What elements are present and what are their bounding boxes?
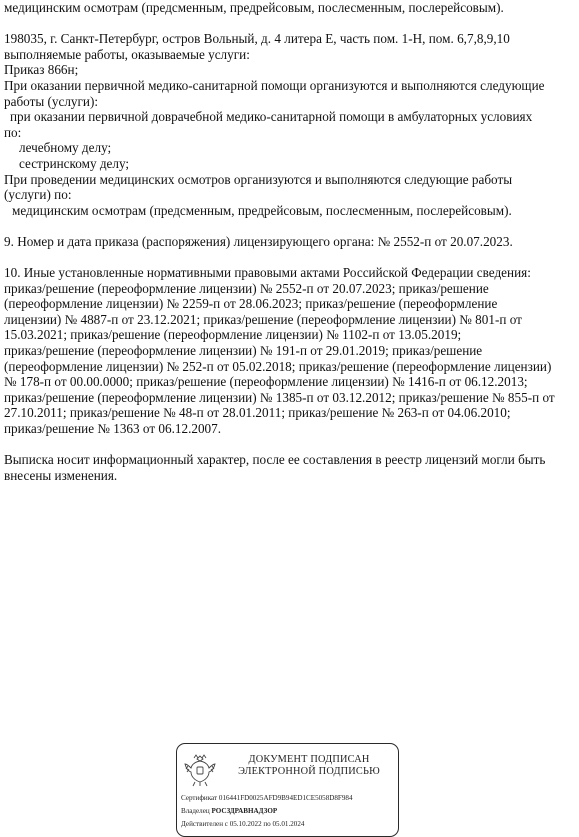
text-line: 27.10.2011; приказ/решение № 48-п от 28.01.2011; приказ/решение № 263-п от 04.06.2010; xyxy=(4,405,511,421)
text-line: № 178-п от 00.00.0000; приказ/решение (переоформление лицензии) № 1416-п от 06.12.2013; xyxy=(4,374,528,390)
text-line: При проведении медицинских осмотров организуются и выполняются следующие работы xyxy=(4,171,513,187)
text-line: приказ/решение (переоформление лицензии) № 1385-п от 03.12.2012; приказ/решение № 855-п от xyxy=(4,389,555,405)
disclaimer-line: внесены изменения. xyxy=(4,467,118,483)
text-line: работы (услуги): xyxy=(4,93,99,109)
owner-line xyxy=(181,807,277,815)
text-line: приказ/решение (переоформление лицензии) № 2552-п от 20.07.2023; приказ/решение xyxy=(4,280,489,296)
owner-value: РОСЗДРАВНАДЗОР xyxy=(211,807,278,815)
section-10-heading: 10. Иные установленные нормативными правовыми актами Российской Федерации сведения: xyxy=(4,265,531,281)
text-line: выполняемые работы, оказываемые услуги: xyxy=(4,46,250,62)
text-line: приказ/решение (переоформление лицензии) № 191-п от 29.01.2019; приказ/решение xyxy=(4,343,483,359)
list-item: сестринскому делу; xyxy=(19,155,130,171)
blank-line xyxy=(4,218,570,234)
owner-label: Владелец xyxy=(181,807,210,815)
blank-line xyxy=(4,250,570,266)
text-line: Приказ 866н; xyxy=(4,62,79,78)
document-page xyxy=(4,0,570,483)
address-line: 198035, г. Санкт-Петербург, остров Вольный, д. 4 литера Е, часть пом. 1-Н, пом. 6,7,8,9,10 xyxy=(4,31,510,47)
blank-line xyxy=(4,16,570,32)
text-line: (услуги) по: xyxy=(4,187,72,203)
certificate-line xyxy=(181,794,353,802)
text-line: при оказании первичной доврачебной медико-санитарной помощи в амбулаторных условиях xyxy=(10,109,533,125)
stamp-title-line2: ЭЛЕКТРОННОЙ ПОДПИСЬЮ xyxy=(238,766,380,777)
section-9-line: 9. Номер и дата приказа (распоряжения) лицензирующего органа: № 2552-п от 20.07.2023. xyxy=(4,233,513,249)
stamp-title-line1: ДОКУМЕНТ ПОДПИСАН xyxy=(248,754,370,765)
coat-of-arms-emblem-icon xyxy=(183,752,217,788)
text-line: медицинским осмотрам (предсменным, предрейсовым, послесменным, послерейсовым). xyxy=(4,0,504,15)
certificate-label: Сертификат xyxy=(181,794,218,802)
text-line: по: xyxy=(4,124,22,140)
text-line: приказ/решение № 1363 от 06.12.2007. xyxy=(4,421,222,437)
disclaimer-line: Выписка носит информационный характер, после ее составления в реестр лицензий могли быть xyxy=(4,452,546,468)
text-line: При оказании первичной медико-санитарной помощи организуются и выполняются следующие xyxy=(4,77,545,93)
blank-line xyxy=(4,437,570,453)
text-line: 15.03.2021; приказ/решение (переоформление лицензии) № 1102-п от 13.05.2019; xyxy=(4,327,462,343)
list-item: лечебному делу; xyxy=(19,140,112,156)
electronic-signature-stamp xyxy=(176,743,399,837)
text-line: лицензии) № 4887-п от 23.12.2021; приказ/решение (переоформление лицензии) № 801-п от xyxy=(4,311,522,327)
text-line: (переоформление лицензии) № 2259-п от 28.06.2023; приказ/решение (переоформление xyxy=(4,296,498,312)
text-line: медицинским осмотрам (предсменным, предрейсовым, послесменным, послерейсовым). xyxy=(12,202,512,218)
certificate-value: 016441FD0025AFD9B94ED1CE5058D8F984 xyxy=(218,794,353,802)
validity-line: Действителен с 05.10.2022 по 05.01.2024 xyxy=(181,820,305,828)
text-line: (переоформление лицензии) № 252-п от 05.02.2018; приказ/решение (переоформление лицензии) xyxy=(4,358,552,374)
